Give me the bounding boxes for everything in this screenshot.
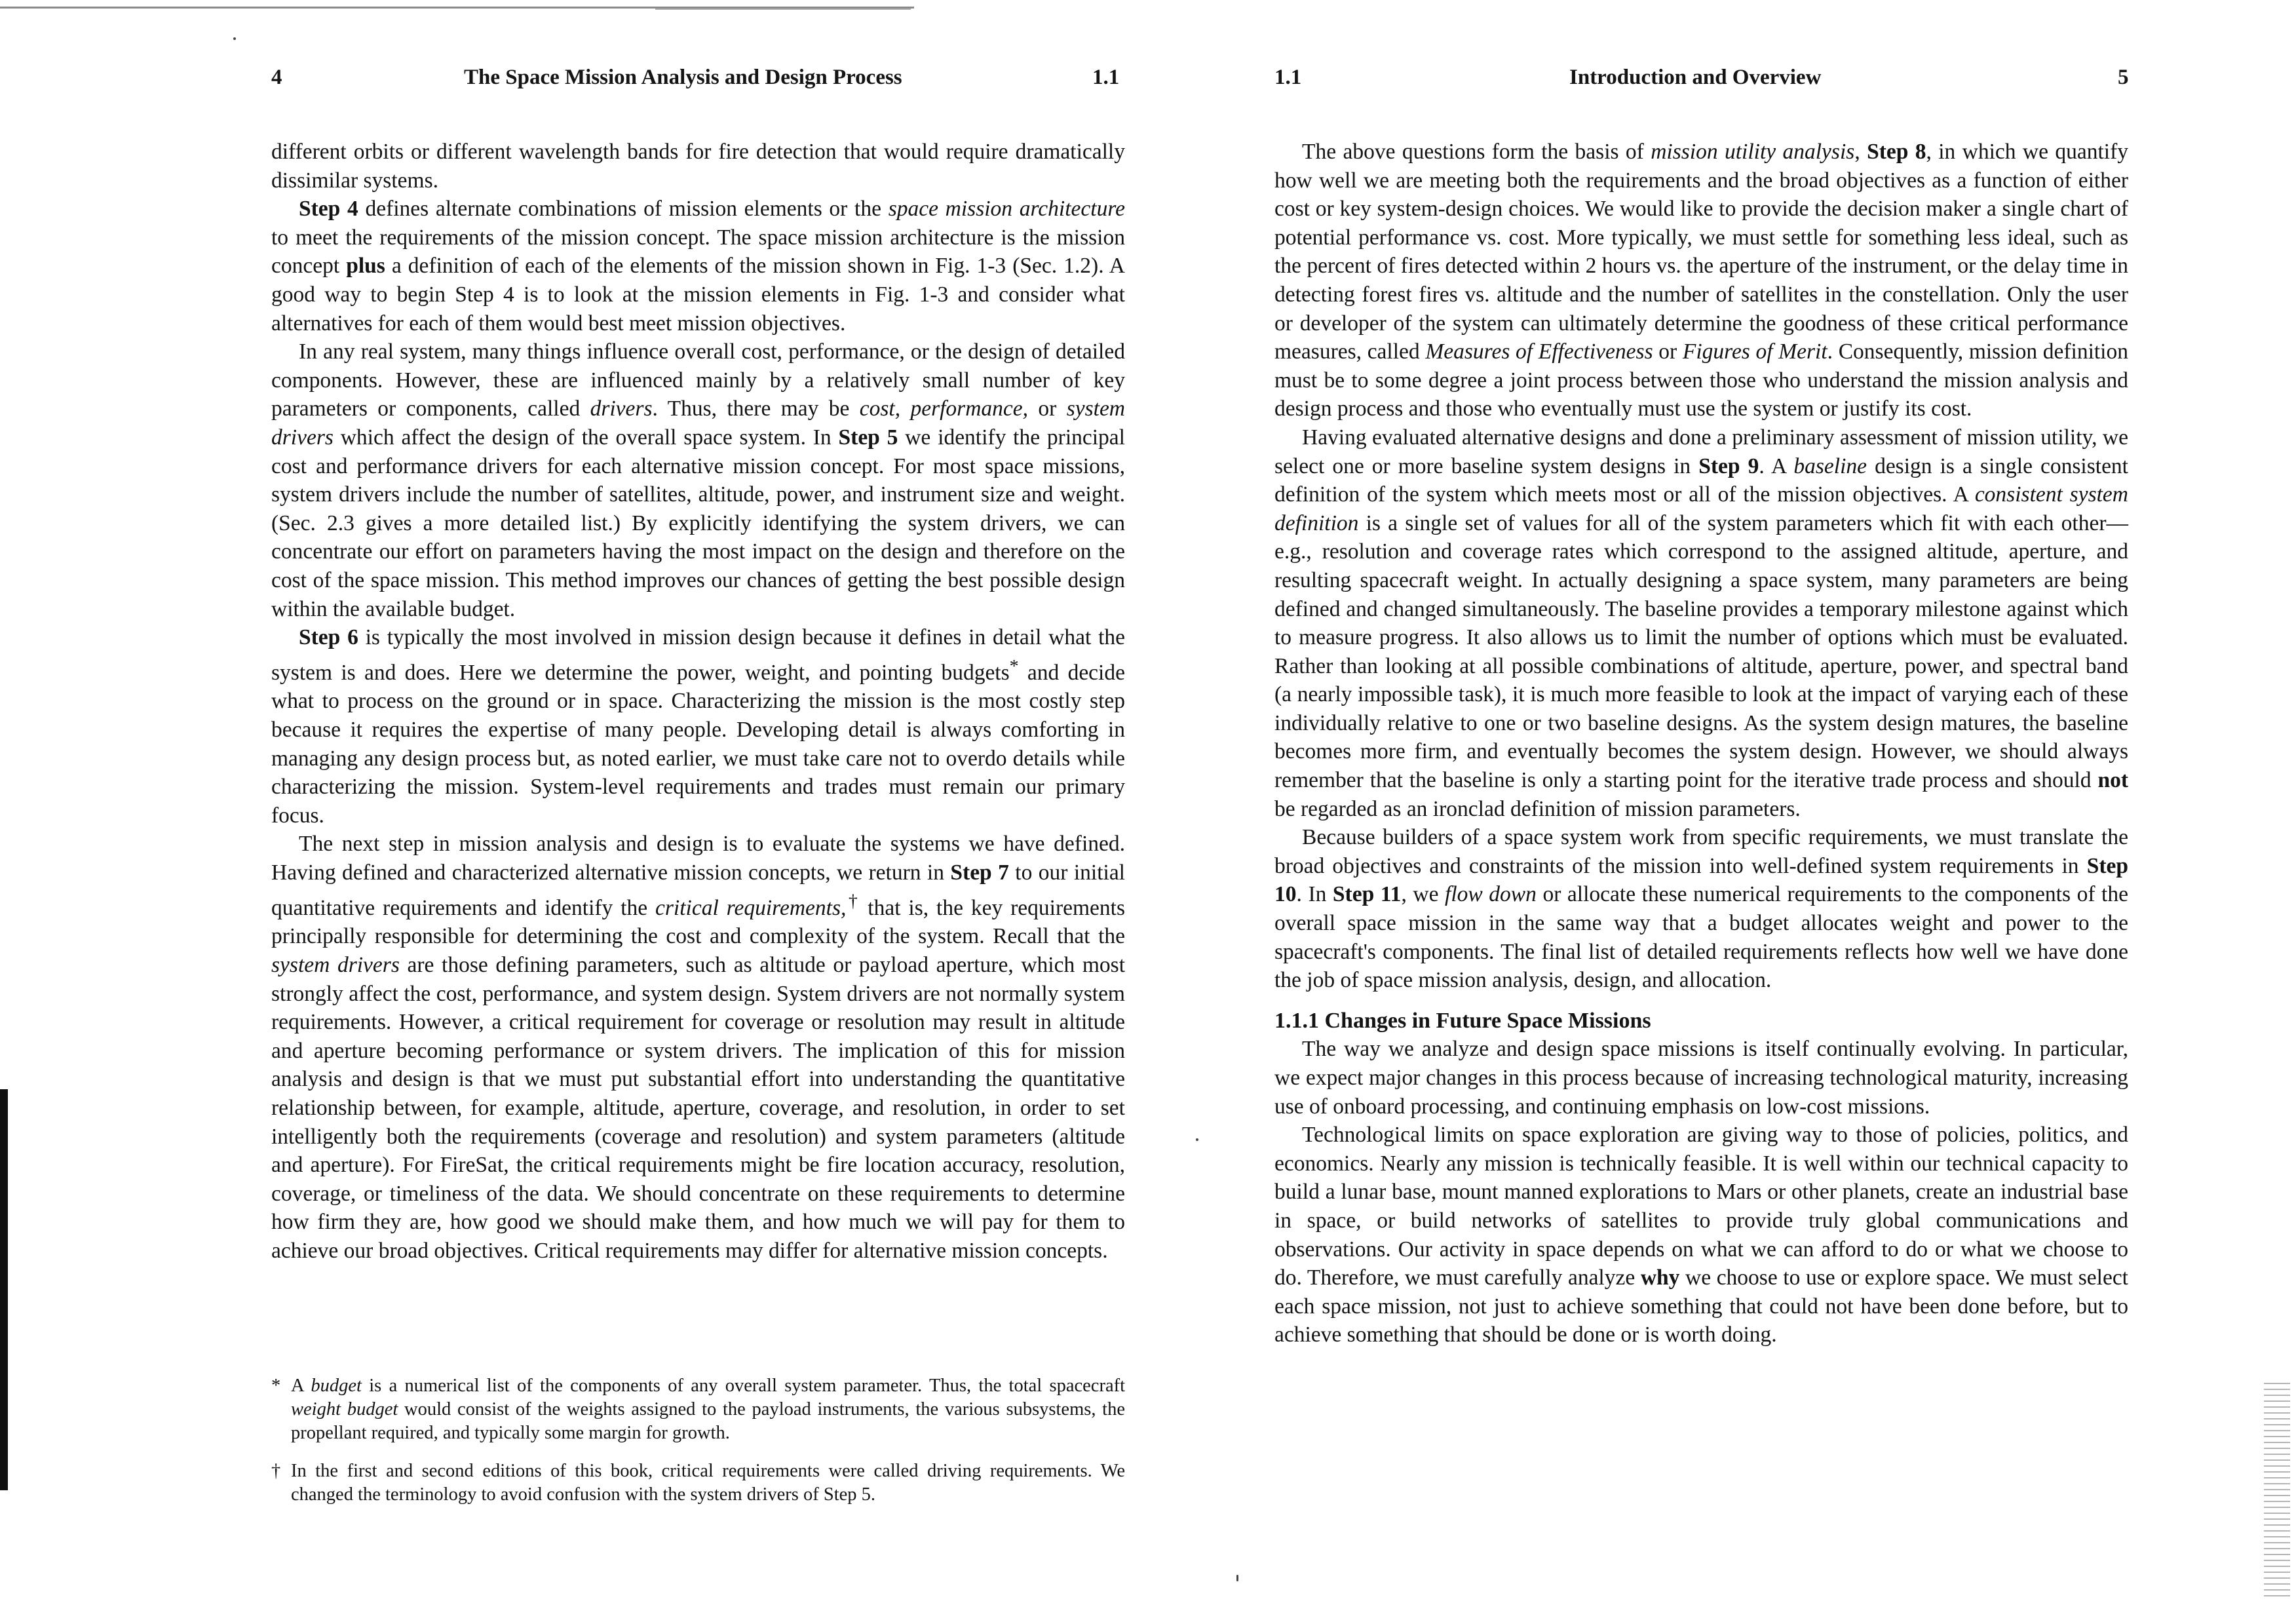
right-paragraph-4: The way we analyze and design space missions is itself continually evolving. In particular, we expect major changes in this process because of increasing technological maturity, increasing use of onboard processing, and continuing emphasis on low-cost missions.: [1274, 1037, 2128, 1119]
right-section-number: 1.1: [1274, 66, 1302, 89]
scan-speck: [1236, 1575, 1238, 1581]
right-page-number: 5: [2118, 66, 2129, 89]
scan-edge-noise: [2264, 1383, 2290, 1599]
right-page: [1148, 0, 2296, 1622]
right-running-title: Introduction and Overview: [1569, 66, 1822, 89]
right-paragraph-3: Because builders of a space system work from specific requirements, we must translate the broad objectives and constraints of the mission into well-defined system requirements in Step 10. In Step 11, we flow down or allocate these numerical requirements to the components of the overall space mission in the same way that a budget allocates weight and power to the spacecraft's components. The final list of detailed requirements reflects how well we have done the job of space mission analysis, design, and allocation.: [1274, 825, 2128, 993]
right-paragraph-2: Having evaluated alternative designs and done a preliminary assessment of mission utility, we select one or more baseline system designs in Step 9. A baseline design is a single consistent definition of the system which meets most or all of the mission objectives. A consistent system definition is a single set of values for all of the system parameters which fit with each other—e.g., resolution and coverage rates which correspond to the assigned altitude, aperture, and resulting spacecraft weight. In actually designing a space system, many parameters are being defined and changed simultaneously. The baseline provides a temporary milestone against which to measure progress. It also allows us to limit the number of options which must be evaluated. Rather than looking at all possible combinations of altitude, aperture, power, and spectral band (a nearly impossible task), it is much more feasible to look at the impact of varying each of these individually relative to one or two baseline designs. As the system design matures, the baseline becomes more firm, and eventually becomes the system design. However, we should always remember that the baseline is only a starting point for the iterative trade process and should not be regarded as an ironclad definition of mission parameters.: [1274, 425, 2128, 821]
left-body-column: [271, 138, 1125, 1265]
footnote-ref-star: *: [1009, 655, 1019, 676]
left-paragraph-2: Step 4 defines alternate combinations of mission elements or the space mission architecture to meet the requirements of the mission concept. The space mission architecture is the mission concept plus a definition of each of the elements of the mission shown in Fig. 1-3 (Sec. 1.2). A good way to begin Step 4 is to look at the mission elements in Fig. 1-3 and consider what alternatives for each of them would best meet mission objectives.: [271, 197, 1125, 336]
section-heading-1-1-1: 1.1.1 Changes in Future Space Missions: [1274, 1008, 1651, 1033]
left-section-number: 1.1: [1092, 66, 1120, 89]
left-running-title: The Space Mission Analysis and Design Process: [464, 66, 902, 89]
right-body-column: [1274, 138, 2128, 1349]
right-paragraph-5: Technological limits on space exploration are giving way to those of policies, politics, and economics. Nearly any mission is technically feasible. It is well within our technical capacity to build a lunar base, mount manned explorations to Mars or other planets, create an industrial base in space, or build networks of satellites to provide truly global communications and observations. Our activity in space depends on what we can afford to do or what we choose to do. Therefore, we must carefully analyze why we choose to use or explore space. We must select each space mission, not just to achieve something that could not have been done before, but to achieve something that should be done or is worth doing.: [1274, 1123, 2128, 1347]
right-paragraph-1: The above questions form the basis of mission utility analysis, Step 8, in which we quantify how well we are meeting both the requirements and the broad objectives as a function of either cost or key system-design choices. We would like to provide the decision maker a single chart of potential performance vs. cost. More typically, we must settle for something less ideal, such as the percent of fires detected within 2 hours vs. the aperture of the instrument, or the delay time in detecting forest fires vs. altitude and the number of satellites in the constellation. Only the user or developer of the system can ultimately determine the goodness of these critical performance measures, called Measures of Effectiveness or Figures of Merit. Consequently, mission definition must be to some degree a joint process between those who understand the mission analysis and design process and those who eventually must use the system or justify its cost.: [1274, 140, 2128, 421]
footnote-budget: * A budget is a numerical list of the components of any overall system parameter. Thus, the total spacecraft weight budget would consist of the weights assigned to the payload instruments, the various subsystems, the propellant required, and typically some margin for growth.: [271, 1376, 1125, 1443]
scan-speck: [1196, 1138, 1198, 1141]
scan-speck: [233, 37, 236, 40]
scan-binding-shadow: [0, 1089, 8, 1490]
left-paragraph-3: In any real system, many things influence overall cost, performance, or the design of detailed components. However, these are influenced mainly by a relatively small number of key parameters or components, called drivers. Thus, there may be cost, performance, or system drivers which affect the design of the overall space system. In Step 5 we identify the principal cost and performance drivers for each alternative mission concept. For most space missions, system drivers include the number of satellites, altitude, power, and instrument size and weight. (Sec. 2.3 gives a more detailed list.) By explicitly identifying the system drivers, we can concentrate our effort on parameters having the most impact on the design and therefore on the cost of the space mission. This method improves our chances of getting the best possible design within the available budget.: [271, 339, 1125, 621]
left-paragraph-5: The next step in mission analysis and design is to evaluate the systems we have defined. Having defined and characterized alternative mission concepts, we return in Step 7 to our initial quantitative requirements and identify the critical requirements,† that is, the key requirements principally responsible for determining the cost and complexity of the system. Recall that the system drivers are those defining parameters, such as altitude or payload aperture, which most strongly affect the cost, performance, and system design. System drivers are not normally system requirements. However, a critical requirement for coverage or resolution may result in altitude and aperture becoming performance or system drivers. The implication of this for mission analysis and design is that we must put substantial effort into understanding the quantitative relationship between, for example, altitude, aperture, coverage, and resolution, in order to set intelligently both the requirements (coverage and resolution) and system parameters (altitude and aperture). For FireSat, the critical requirements might be fire location accuracy, resolution, coverage, or timeliness of the data. We should concentrate on these requirements to determine how firm they are, how good we should make them, and how much we will pay for them to achieve our broad objectives. Critical requirements may differ for alternative mission concepts.: [271, 832, 1126, 1263]
footnote-critical-requirements: † In the first and second editions of this book, critical requirements were called driving requirements. We changed the terminology to avoid confusion with the system drivers of Step 5.: [271, 1461, 1125, 1505]
left-paragraph-1: different orbits or different wavelength bands for fire detection that would require dramatically dissimilar systems.: [271, 140, 1125, 193]
left-paragraph-4: Step 6 is typically the most involved in mission design because it defines in detail what the system is and does. Here we determine the power, weight, and pointing budgets* and decide what to process on the ground or in space. Characterizing the mission is the most costly step because it requires the expertise of many people. Developing detail is always comforting in managing any design process but, as noted earlier, we must take care not to overdo details while characterizing the mission. System-level requirements and trades must remain our primary focus.: [271, 625, 1125, 828]
footnote-ref-dagger: †: [846, 891, 860, 912]
left-page-number: 4: [271, 66, 282, 89]
left-footnotes: [271, 1374, 1125, 1521]
